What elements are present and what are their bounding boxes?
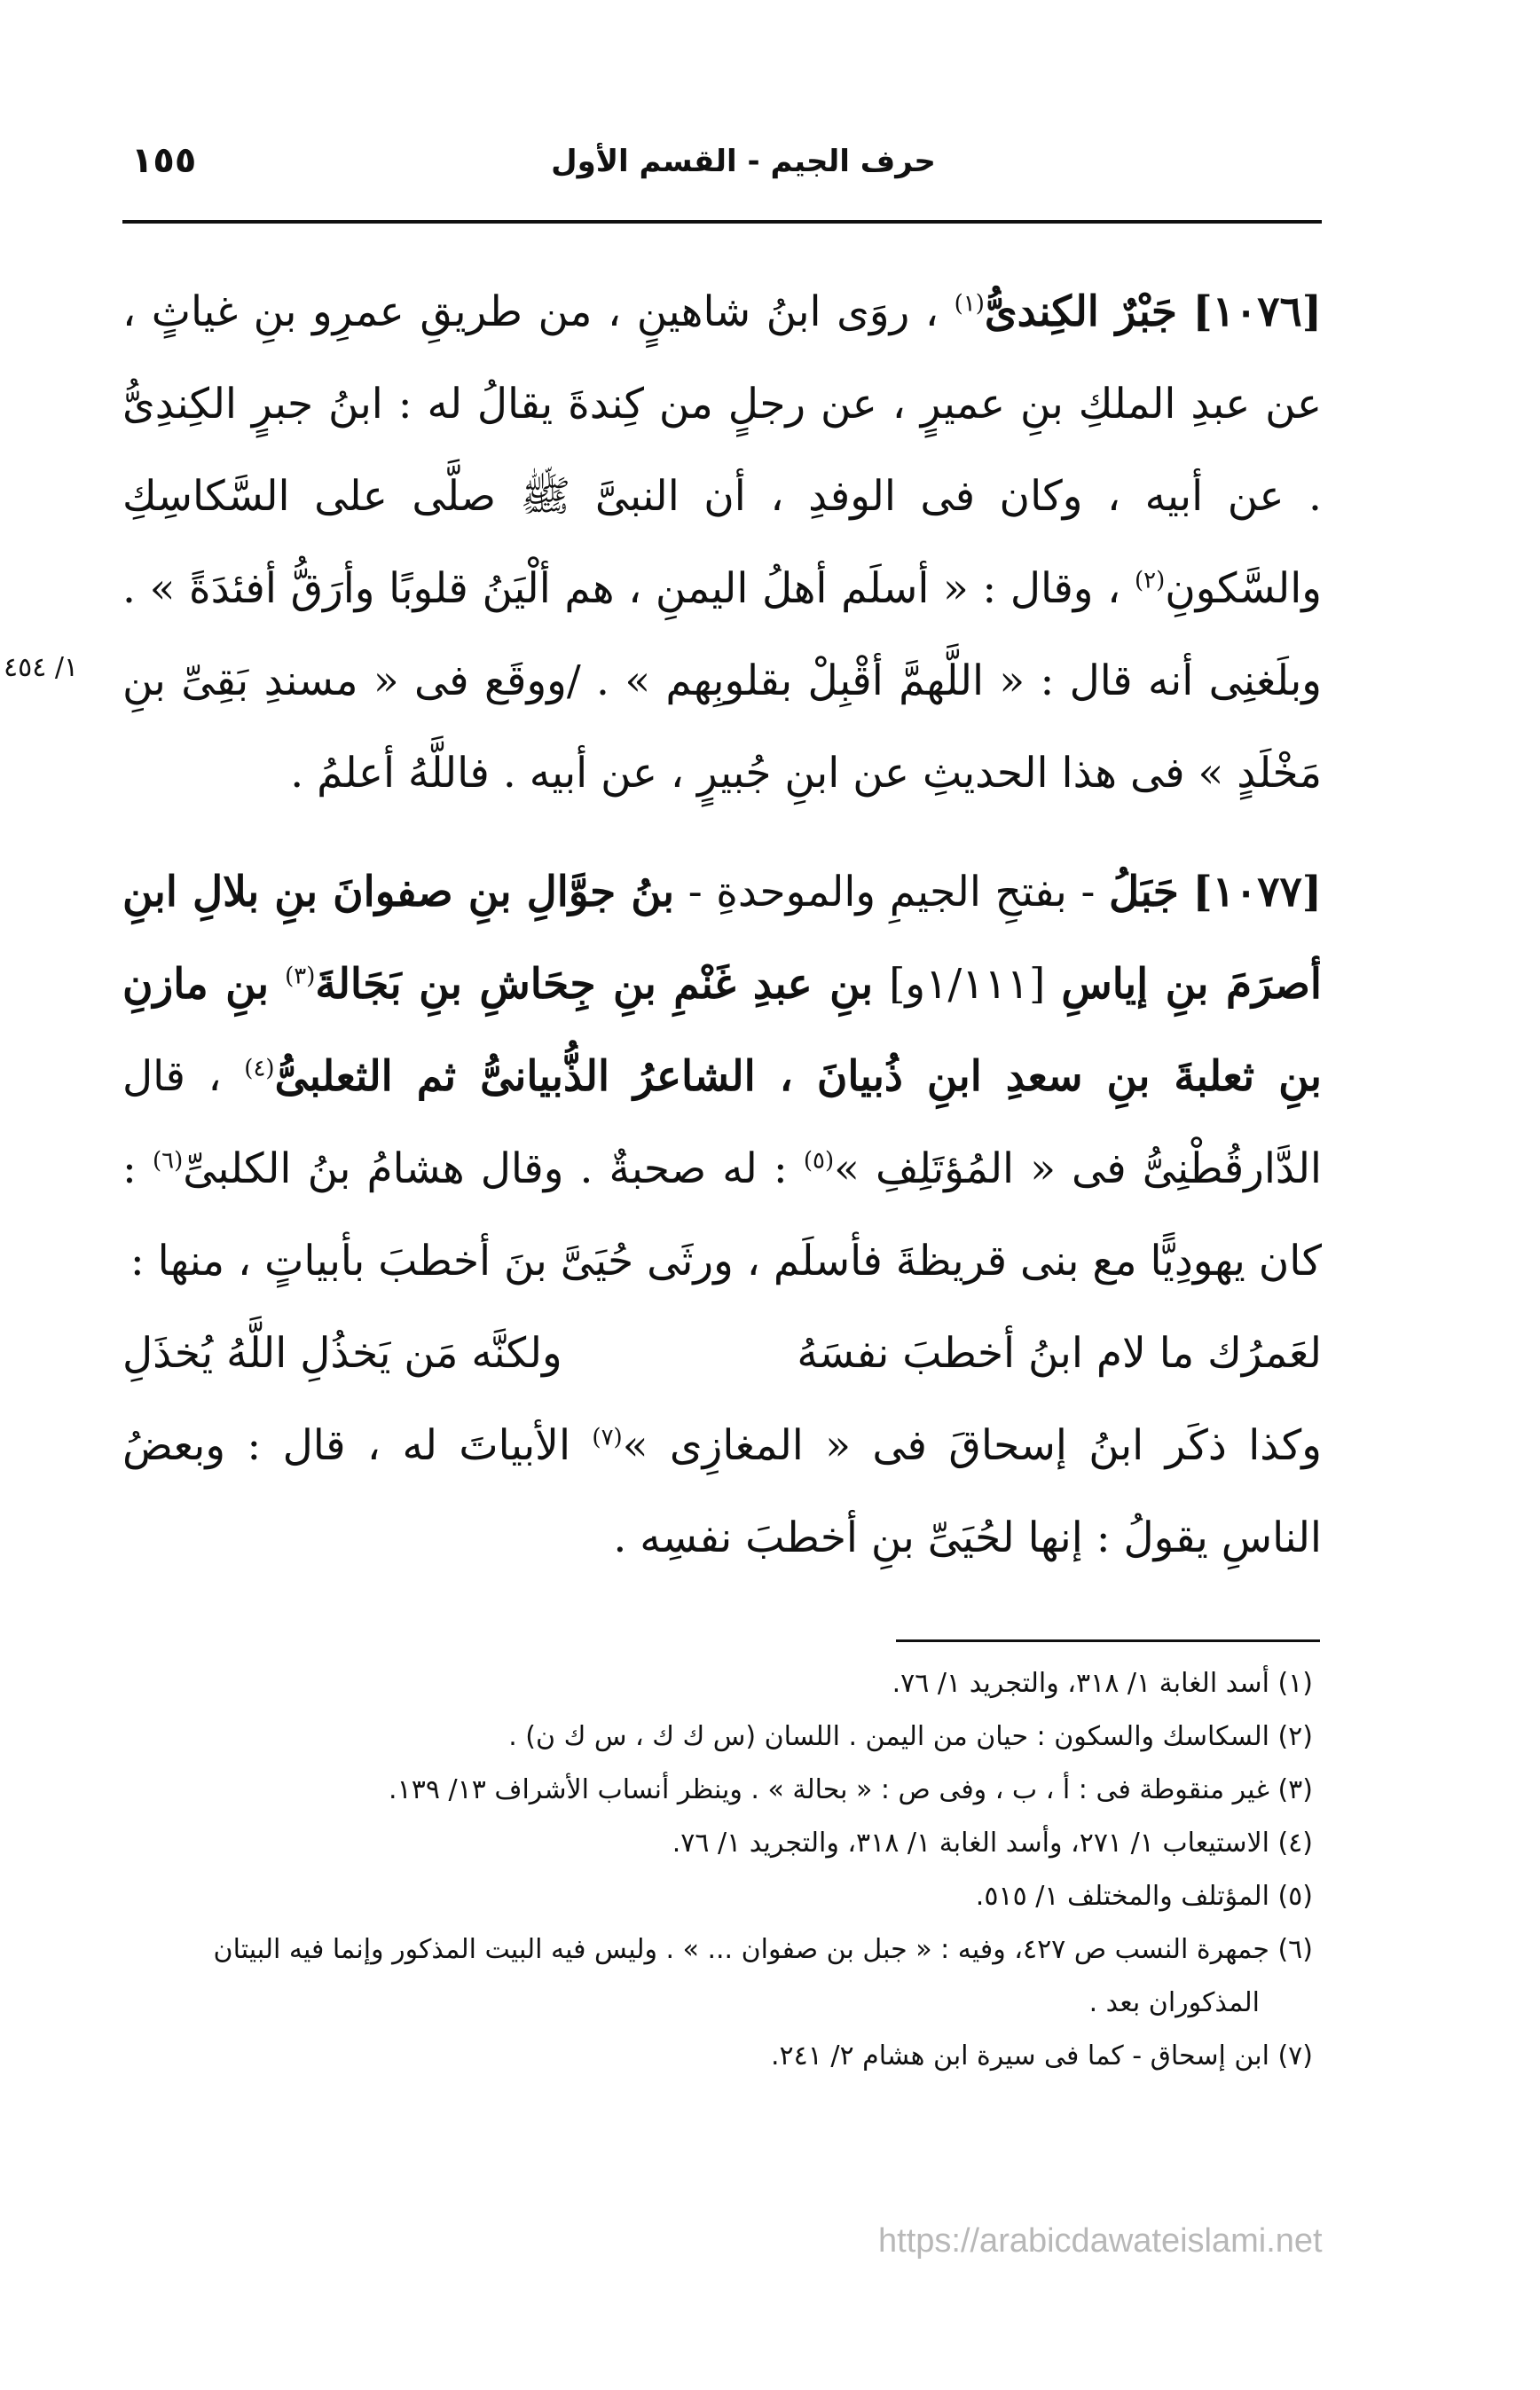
entry-text: ، وقال : « أسلَم أهلُ اليمنِ ، هم ألْيَنُ قلوبًا وأرَقُّ أفئدَةً » . وبلَغنِى أنه قال : « اللَّهمَّ أقْبِلْ بقلوبِهم » . /ووقَع فى « مسندِ بَقِىِّ بنِ مَخْلَدٍ » فى هذا الحديثِ عن ابنِ جُبيرٍ ، عن أبيه . فاللَّهُ أعلمُ . <box>122 564 1322 798</box>
entry-number: [١٠٧٦] <box>1192 287 1322 336</box>
entry-text: ، قال الدَّارقُطْنِىُّ فى « المُؤتَلِفِ » <box>122 1052 1322 1193</box>
entry-lineage: بنِ عبدِ غَنْمِ بنِ جِحَاشِ بنِ بَجَالةَ <box>315 960 874 1009</box>
volume-reference: [١/١١١و] <box>889 960 1046 1009</box>
footnote-7: (٧) ابن إسحاق - كما فى سيرة ابن هشام ٢/ ٢٤١. <box>770 2040 1313 2072</box>
margin-volume-note: ١/ ٤٥٤ <box>4 652 79 683</box>
poem-first-hemistich: لعَمرُك ما لام ابنُ أخطبَ نفسَهُ <box>797 1329 1322 1378</box>
footnote-ref[interactable]: (٥) <box>803 1147 835 1175</box>
footnote-ref[interactable]: (٤) <box>244 1055 275 1082</box>
entry-number: [١٠٧٧] <box>1192 868 1322 916</box>
entry-lineage: بنِ مازنِ بنِ ثعلبةَ بنِ سعدِ ابنِ ذُبيانَ ، الشاعرُ الذُّبيانىُّ ثم الثعلبىُّ <box>122 960 1322 1101</box>
entry-name: جَبْرٌ الكِندىُّ <box>984 287 1177 336</box>
entry-lineage: بنُ جوَّالِ بنِ صفوانَ بنِ بلالِ ابنِ أصرَمَ بنِ إياسِ <box>122 868 1322 1009</box>
footnote-ref[interactable]: (٦) <box>152 1147 184 1175</box>
entry-1077 <box>122 846 1322 1308</box>
entry-1076 <box>122 266 1322 820</box>
footnote-ref[interactable]: (٢) <box>1134 567 1166 594</box>
footnotes <box>98 1657 1313 2083</box>
entry-text: الأبياتَ له ، قال : وبعضُ الناسِ يقولُ : إنها لحُيَىِّ بنِ أخطبَ نفسِه . <box>122 1421 1322 1562</box>
page-number: ١٥٥ <box>131 140 197 181</box>
footnote-2: (٢) السكاسك والسكون : حيان من اليمن . اللسان (س ك ك ، س ك ن) . <box>508 1721 1313 1752</box>
entry-text: - بفتحِ الجيمِ والموحدةِ - <box>688 868 1096 916</box>
footnote-1: (١) أسد الغابة ١/ ٣١٨، والتجريد ١/ ٧٦. <box>892 1668 1313 1699</box>
entry-1077-continued <box>122 1400 1322 1584</box>
footnote-divider <box>896 1639 1320 1642</box>
footnote-ref[interactable]: (٣) <box>285 963 316 990</box>
paragraph-gap <box>122 820 1322 846</box>
footnote-5: (٥) المؤتلف والمختلف ١/ ٥١٥. <box>975 1881 1313 1912</box>
footnote-6-continued: المذكوران بعد . <box>1088 1987 1260 2018</box>
main-text <box>122 266 1322 1584</box>
running-title: حرف الجيم - القسم الأول <box>551 144 936 179</box>
footnote-3: (٣) غير منقوطة فى : أ ، ب ، وفى ص : « بحالة » . وينظر أنساب الأشراف ١٣/ ١٣٩. <box>389 1774 1313 1805</box>
entry-text: وكذا ذكَر ابنُ إسحاقَ فى « المغازِى » <box>622 1421 1322 1470</box>
entry-text: : له صحبةٌ . وقال هشامُ بنُ الكلبىِّ <box>183 1144 788 1193</box>
footnote-6: (٦) جمهرة النسب ص ٤٢٧، وفيه : « جبل بن صفوان ... » . وليس فيه البيت المذكور وإنما فيه البيتان <box>213 1934 1313 1965</box>
entry-text: ، روَى ابنُ شاهينٍ ، من طريقِ عمرِو بنِ غياثٍ ، عن عبدِ الملكِ بنِ عميرٍ ، عن رجلٍ من كِندةَ يقالُ له : ابنُ جبرٍ الكِندِىُّ . عن أبيه ، وكان فى الوفدِ ، أن النبىَّ ﷺ صلَّى على السَّكاسِكِ والسَّكونِ <box>122 287 1322 613</box>
header-divider <box>122 220 1322 224</box>
watermark-url: https://arabicdawateislami.net <box>878 2222 1323 2260</box>
entry-text: : كان يهودِيًّا مع بنى قريظةَ فأسلَم ، ورثَى حُيَىَّ بنَ أخطبَ بأبياتٍ ، منها : <box>122 1144 1322 1285</box>
footnote-ref[interactable]: (٧) <box>592 1424 623 1451</box>
footnote-ref[interactable]: (١) <box>954 290 985 318</box>
footnote-4: (٤) الاستيعاب ١/ ٢٧١، وأسد الغابة ١/ ٣١٨، والتجريد ١/ ٧٦. <box>672 1828 1313 1859</box>
entry-name: جَبَلُ <box>1109 868 1179 916</box>
poem-verse <box>122 1308 1322 1400</box>
poem-second-hemistich: ولكنَّه مَن يَخذُلِ اللَّهُ يُخذَلِ <box>122 1329 562 1378</box>
page-header <box>122 133 1320 195</box>
